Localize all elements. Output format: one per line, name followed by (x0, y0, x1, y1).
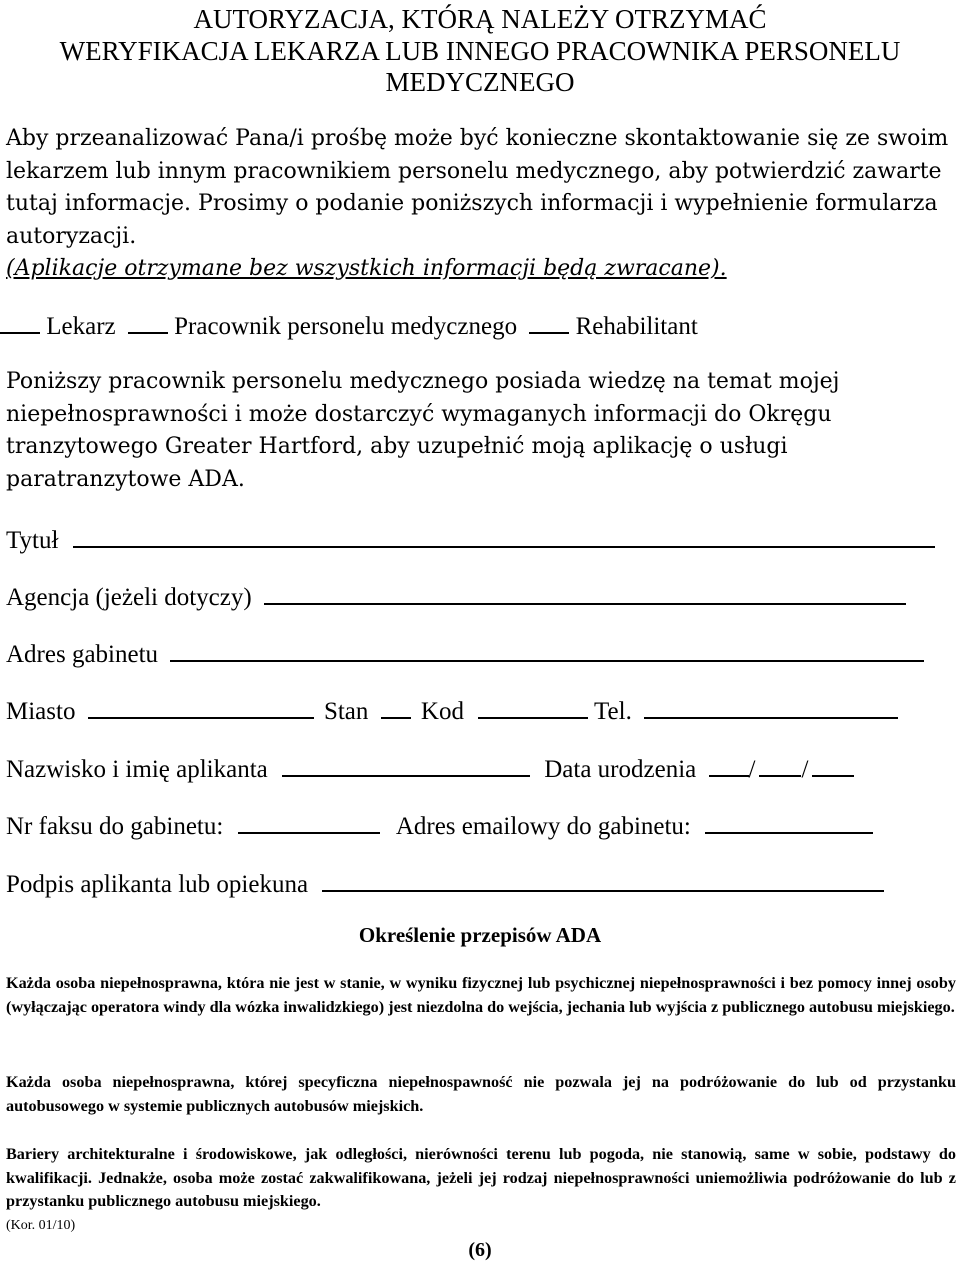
city-state-zip-phone-row (6, 693, 898, 728)
intro-note: (Aplikacje otrzymane bez wszystkich informacji będą zwracane). (6, 256, 727, 281)
applicant-name-label: Nazwisko i imię aplikanta (6, 756, 268, 783)
phone-label: Tel. (594, 698, 632, 725)
agency-field-row (6, 579, 906, 614)
fax-label: Nr faksu do gabinetu: (6, 813, 224, 840)
applicant-row (6, 751, 854, 786)
ada-paragraph-3: Bariery architekturalne i środowiskowe, jak odległości, nierówności terenu lub pogoda, nie stanowią, same w sobie, podstawy do kwalifikacji. Jednakże, osoba może zostać zakwalifikowana, jeżeli jej rodzaj niepełnosprawności uniemożliwia podróżowanie do lub z przystanku publicznego autobusu miejskiego. (6, 1145, 956, 1210)
dob-separator-2: / (801, 756, 809, 783)
agency-input-line[interactable] (264, 579, 906, 605)
agency-label: Agencja (jeżeli dotyczy) (6, 584, 252, 611)
zip-label: Kod (420, 698, 464, 725)
intro-text: Aby przeanalizować Pana/i prośbę może być konieczne skontaktowanie się ze swoim lekarzem lub innym pracownikiem personelu medycznego, aby potwierdzić zawarte tutaj informacje. Prosimy o podanie poniższych informacji i wypełnienie formularza autoryzacji. (6, 126, 949, 249)
signature-input-line[interactable] (322, 866, 884, 892)
medical-staff-checkbox-line[interactable] (128, 310, 168, 334)
applicant-name-input-line[interactable] (282, 751, 530, 777)
dob-label: Data urodzenia (544, 756, 697, 783)
rehab-checkbox-line[interactable] (529, 310, 569, 334)
title-label: Tytuł (6, 527, 59, 554)
city-label: Miasto (6, 698, 76, 725)
city-input-line[interactable] (88, 693, 314, 719)
state-label: Stan (323, 698, 369, 725)
state-input-line[interactable] (381, 693, 411, 719)
form-title-line-3: MEDYCZNEGO (385, 67, 575, 97)
dob-year-line[interactable] (812, 751, 854, 777)
dob-separator-1: / (748, 756, 756, 783)
signature-row (6, 866, 884, 901)
role-rehab-label: Rehabilitant (575, 313, 698, 340)
consent-paragraph: Poniższy pracownik personelu medycznego posiada wiedzę na temat mojej niepełnosprawności i może dostarczyć wymaganych informacji do Okręgu tranzytowego Greater Hartford, aby uzupełnić moją aplikację o usługi paratranzytowe ADA. (6, 369, 840, 492)
office-address-input-line[interactable] (170, 636, 924, 662)
email-label: Adres emailowy do gabinetu: (395, 813, 691, 840)
fax-input-line[interactable] (238, 808, 380, 834)
email-input-line[interactable] (705, 808, 873, 834)
dob-day-line[interactable] (759, 751, 801, 777)
role-doctor-label: Lekarz (46, 313, 116, 340)
office-address-field-row (6, 636, 924, 671)
ada-heading: Określenie przepisów ADA (358, 923, 602, 947)
intro-paragraph (6, 123, 956, 286)
role-selection (0, 310, 698, 343)
title-field-row (6, 522, 935, 557)
phone-input-line[interactable] (644, 693, 898, 719)
zip-input-line[interactable] (478, 693, 588, 719)
signature-label: Podpis aplikanta lub opiekuna (6, 871, 309, 898)
ada-paragraph-1: Każda osoba niepełnosprawna, która nie jest w stanie, w wyniku fizycznej lub psychicznej niepełnosprawności i bez pomocy innej osoby (wyłączając operatora windy dla wózka inwalidzkiego) jest niezdolna do wejścia, jechania lub wyjścia z publicznego autobusu miejskiego. (6, 974, 956, 1016)
fax-email-row (6, 808, 873, 843)
page-number: (6) (468, 1239, 492, 1261)
form-title-line-1: AUTORYZACJA, KTÓRĄ NALEŻY OTRZYMAĆ (193, 4, 767, 34)
form-title-line-2: WERYFIKACJA LEKARZA LUB INNEGO PRACOWNIKA PERSONELU (59, 36, 901, 66)
doctor-checkbox-line[interactable] (0, 310, 40, 334)
office-address-label: Adres gabinetu (6, 641, 159, 668)
title-input-line[interactable] (73, 522, 935, 548)
role-medical-staff-label: Pracownik personelu medycznego (174, 313, 518, 340)
dob-month-line[interactable] (709, 751, 749, 777)
ada-paragraph-2: Każda osoba niepełnosprawna, której specyficzna niepełnospawność nie pozwala jej na podróżowanie do lub od przystanku autobusowego w systemie publicznych autobusów miejskich. (6, 1073, 956, 1115)
revision-note: (Kor. 01/10) (6, 1218, 76, 1233)
